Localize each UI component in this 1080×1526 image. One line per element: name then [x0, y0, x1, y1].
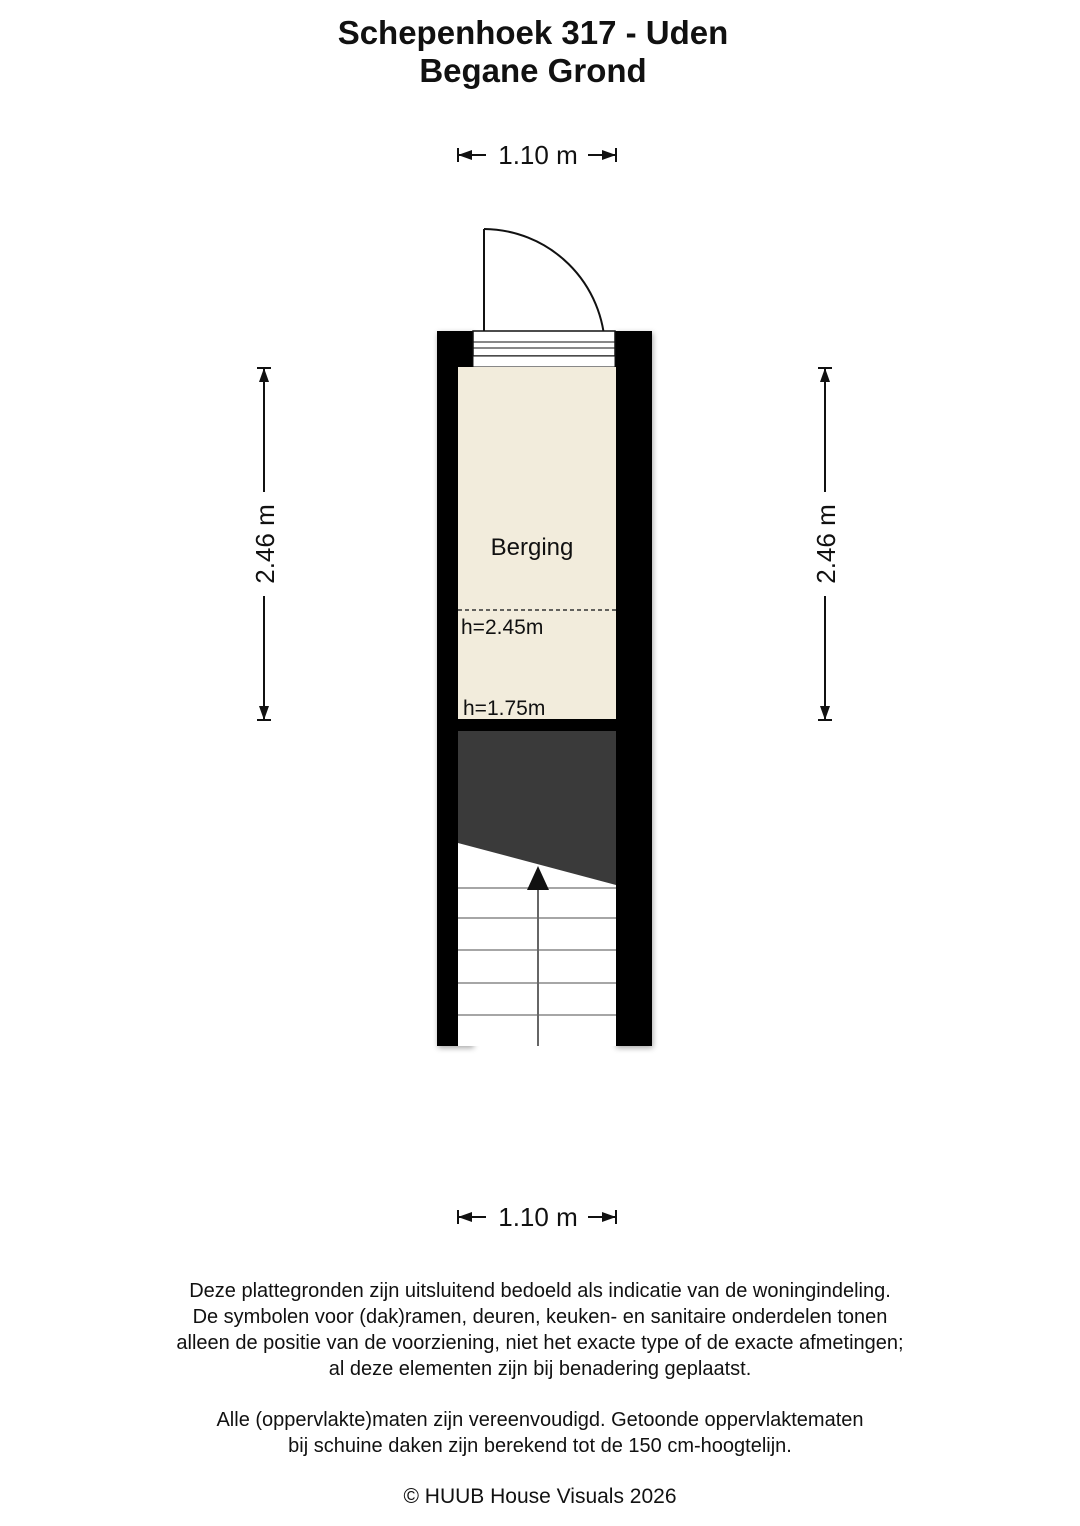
top-width-dimension: [458, 140, 616, 170]
disclaimer-paragraph-1: [0, 1278, 1080, 1382]
disclaimer-line: bij schuine daken zijn berekend tot de 150 cm-hoogtelijn.: [288, 1435, 792, 1457]
page-subtitle: Begane Grond: [419, 52, 647, 89]
room-name: Berging: [490, 534, 574, 561]
page-title: Schepenhoek 317 - Uden: [337, 14, 729, 51]
height-label-upper: h=2.45m: [461, 616, 544, 639]
door-threshold: [473, 331, 615, 367]
disclaimer-line: al deze elementen zijn bij benadering geplaatst.: [328, 1358, 752, 1380]
disclaimer-line: alleen de positie van de voorziening, niet het exacte type of de exacte afmetingen;: [176, 1332, 904, 1354]
disclaimer-line: Alle (oppervlakte)maten zijn vereenvoudigd. Getoonde oppervlaktematen: [216, 1409, 864, 1431]
bottom-width-label: 1.10 m: [498, 1202, 578, 1232]
top-width-label: 1.10 m: [498, 140, 578, 170]
height-label-lower: h=1.75m: [463, 697, 546, 720]
disclaimer-line: De symbolen voor (dak)ramen, deuren, keuken- en sanitaire onderdelen tonen: [192, 1306, 888, 1328]
left-height-dimension: [250, 368, 280, 720]
bottom-width-dimension: [458, 1202, 616, 1232]
left-height-label: 2.46 m: [250, 504, 280, 584]
right-height-dimension: [811, 368, 841, 720]
disclaimer-paragraph-2: [0, 1407, 1080, 1459]
staircase: [458, 731, 616, 1046]
copyright: © HUUB House Visuals 2026: [403, 1485, 677, 1508]
right-height-label: 2.46 m: [811, 504, 841, 584]
disclaimer-line: Deze plattegronden zijn uitsluitend bedoeld als indicatie van de woningindeling.: [189, 1280, 891, 1302]
